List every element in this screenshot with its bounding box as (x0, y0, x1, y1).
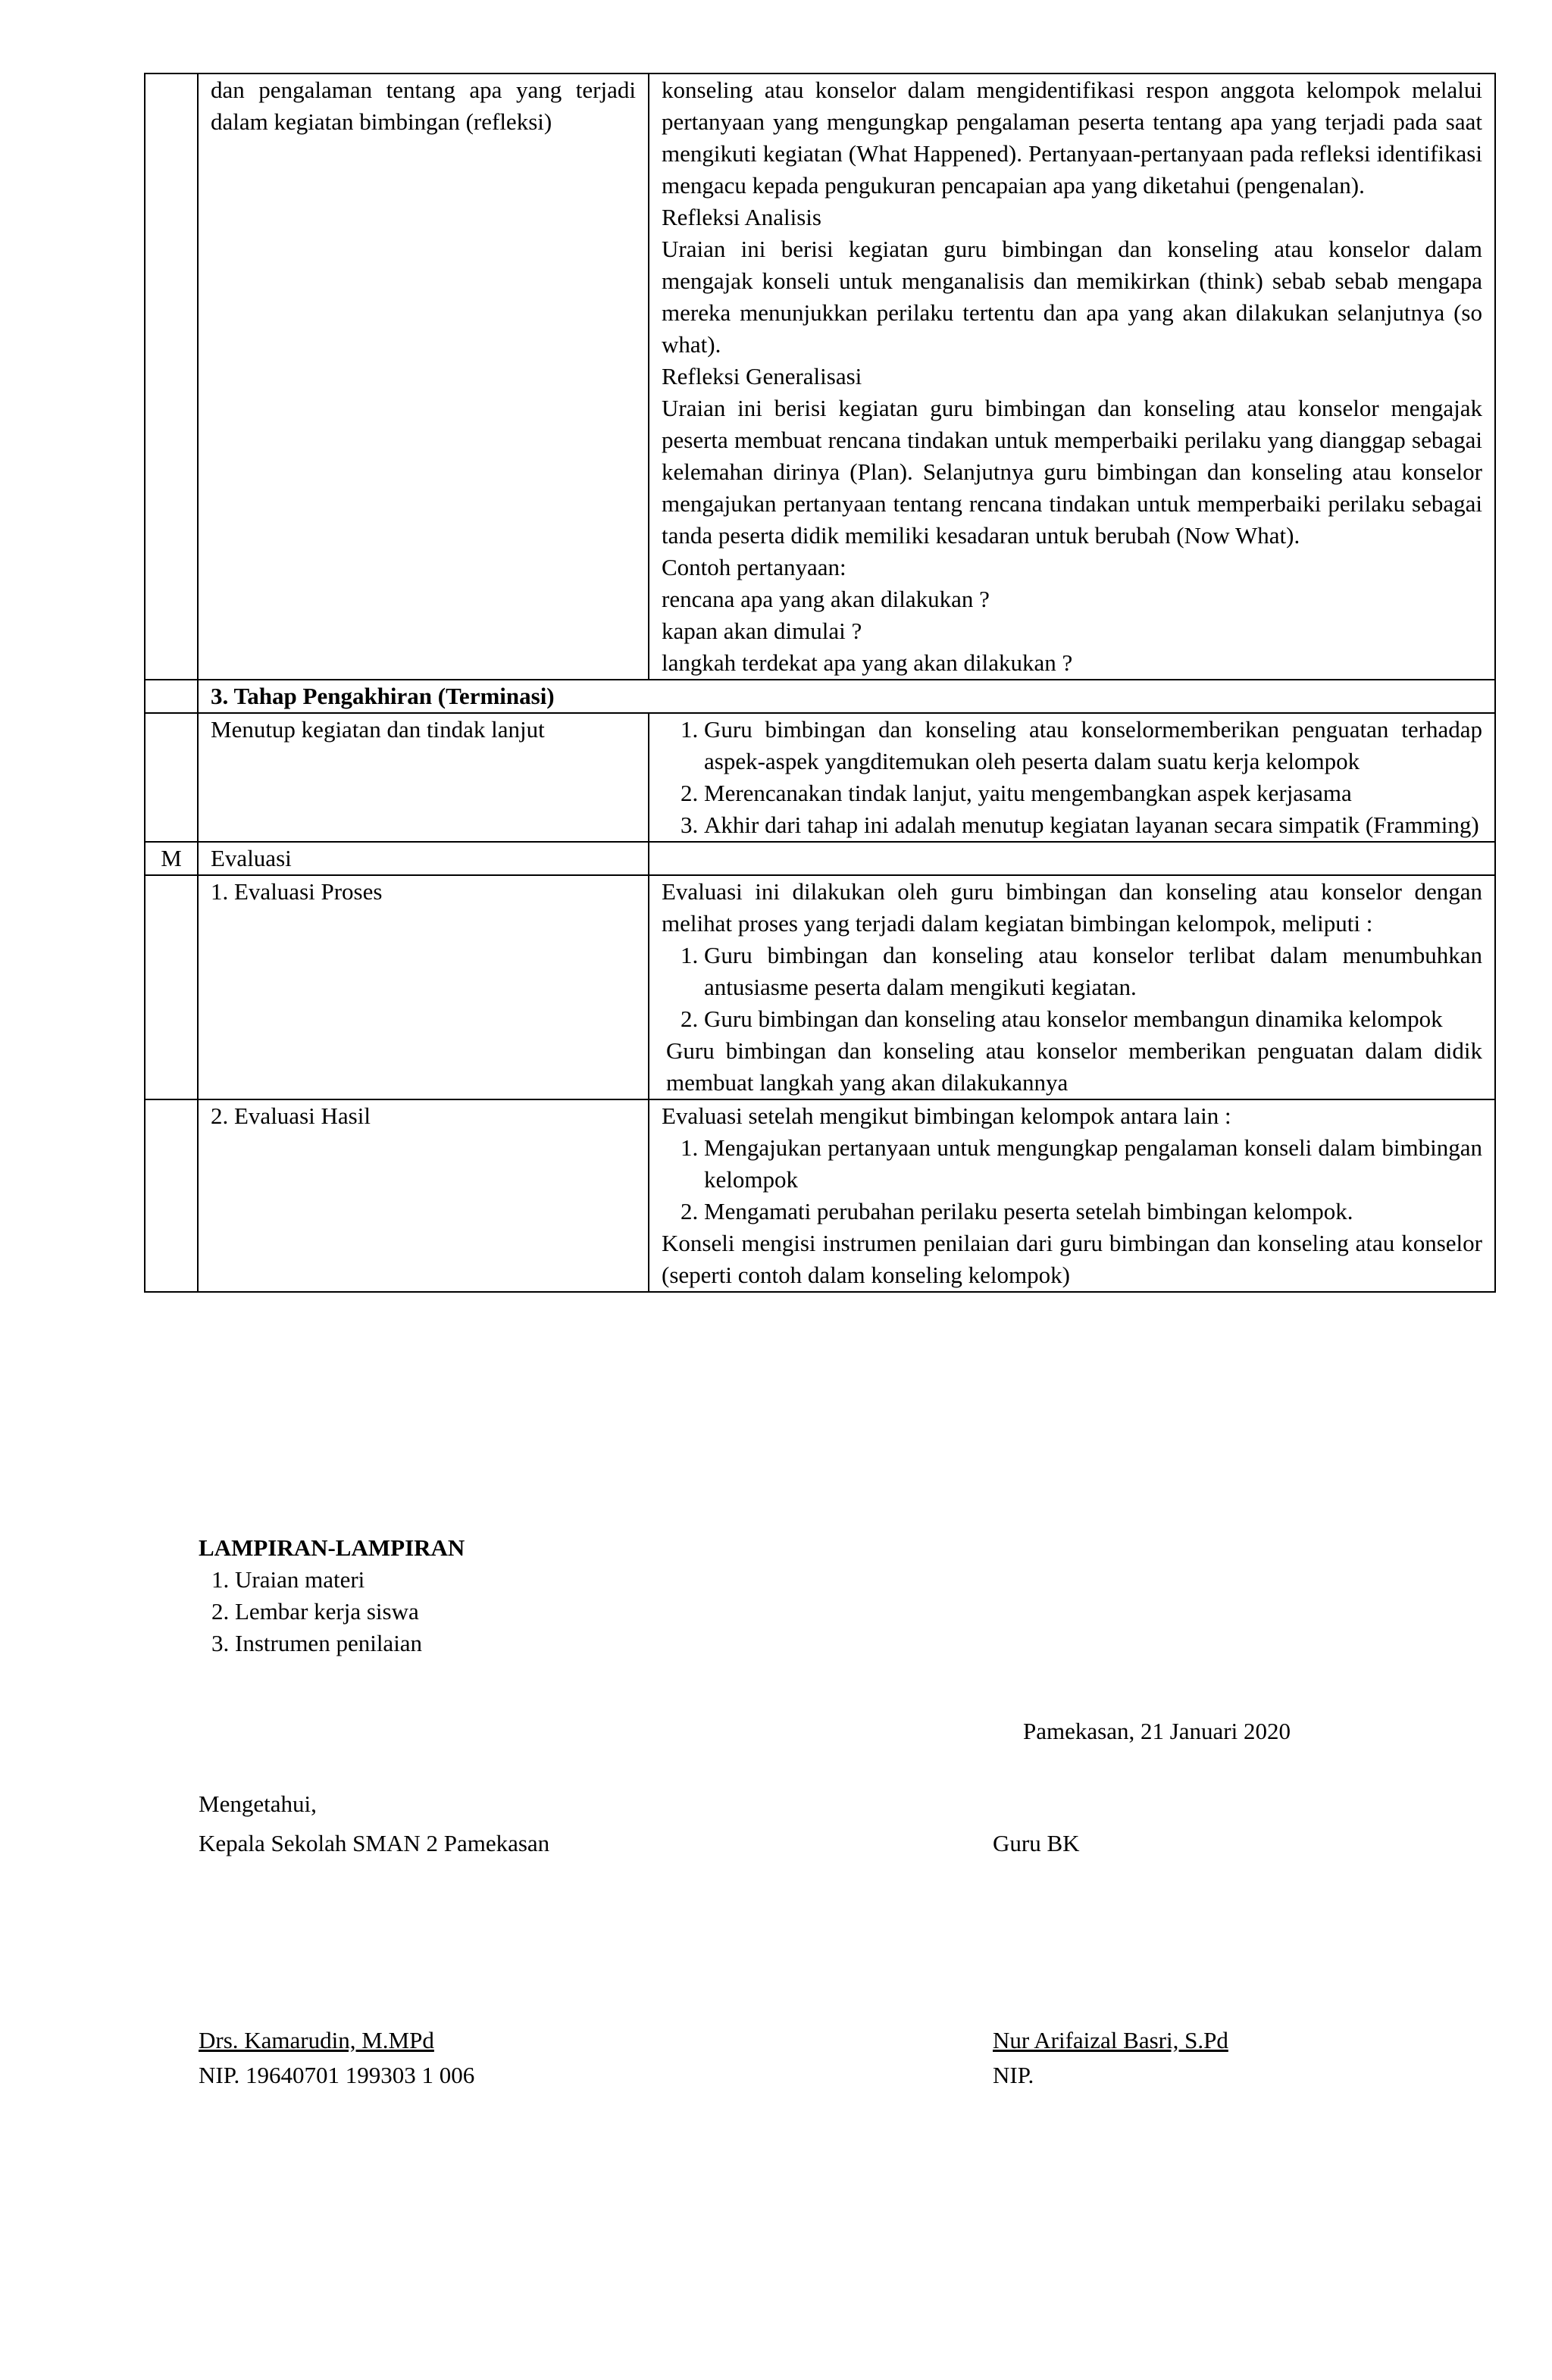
list-item: 1. Uraian materi (235, 1564, 465, 1596)
attachments-list (199, 1564, 465, 1659)
row-label: dan pengalaman tentang apa yang terjadi dalam kegiatan bimbingan (refleksi) (198, 73, 649, 680)
table-row (145, 842, 1495, 875)
teacher-title: Guru BK (993, 1830, 1080, 1856)
teacher-name: Nur Arifaizal Basri, S.Pd (993, 2027, 1228, 2053)
list-item: 3. Instrumen penilaian (235, 1628, 465, 1659)
row-letter-cell (145, 680, 198, 713)
table-row (145, 680, 1495, 713)
table-row (145, 1099, 1495, 1292)
numbered-list (662, 940, 1482, 1035)
row-letter-cell (145, 1099, 198, 1292)
principal-title: Kepala Sekolah SMAN 2 Pamekasan (199, 1830, 550, 1856)
list-item: 1. Mengajukan pertanyaan untuk mengungkap pengalaman konseli dalam bimbingan kelompok (704, 1132, 1482, 1196)
row-letter: M (145, 842, 198, 875)
subheading: Refleksi Generalisasi (662, 363, 862, 389)
row-content (649, 842, 1495, 875)
table-row (145, 73, 1495, 680)
paragraph: Evaluasi setelah mengikut bimbingan kelompok antara lain : (662, 1102, 1231, 1129)
list-item: 1. Guru bimbingan dan konseling atau konselormemberikan penguatan terhadap aspek-aspek yangditemukan oleh peserta dalam suatu kerja kelompok (704, 714, 1482, 777)
acknowledged-label: Mengetahui, (199, 1790, 317, 1817)
list-item: 2. Merencanakan tindak lanjut, yaitu mengembangkan aspek kerjasama (704, 777, 1482, 809)
stage-heading: 3. Tahap Pengakhiran (Terminasi) (198, 680, 1495, 713)
list-item: 3. Akhir dari tahap ini adalah menutup kegiatan layanan secara simpatik (Framming) (704, 809, 1482, 841)
list-item: 2. Mengamati perubahan perilaku peserta setelah bimbingan kelompok. (704, 1196, 1482, 1228)
paragraph: Contoh pertanyaan: (662, 554, 846, 580)
attachments-title: LAMPIRAN-LAMPIRAN (199, 1534, 465, 1561)
list-item: 2. Lembar kerja siswa (235, 1596, 465, 1628)
row-letter-cell (145, 73, 198, 680)
activity-table (144, 73, 1496, 1293)
row-content (649, 875, 1495, 1099)
principal-name: Drs. Kamarudin, M.MPd (199, 2027, 434, 2053)
numbered-list (662, 714, 1482, 841)
attachments-section (199, 1532, 465, 1659)
teacher-nip: NIP. (993, 2062, 1034, 2088)
paragraph: Evaluasi ini dilakukan oleh guru bimbingan dan konseling atau konselor dengan melihat proses yang terjadi dalam kegiatan bimbingan kelompok, meliputi : (662, 878, 1482, 937)
paragraph: Uraian ini berisi kegiatan guru bimbingan dan konseling atau konselor mengajak peserta membuat rencana tindakan untuk memperbaiki perilaku yang dianggap sebagai kelemahan dirinya (Plan). Selanjutnya guru bimbingan dan konseling atau konselor mengajukan pertanyaan tentang rencana tindakan untuk memperbaiki perilaku sebagai tanda peserta didik memiliki kesadaran untuk berubah (Now What). (662, 395, 1482, 549)
row-letter-cell (145, 713, 198, 842)
table-row (145, 713, 1495, 842)
row-label: Evaluasi (198, 842, 649, 875)
list-item: 1. Guru bimbingan dan konseling atau konselor terlibat dalam menumbuhkan antusiasme peserta dalam mengikuti kegiatan. (704, 940, 1482, 1003)
table-row (145, 875, 1495, 1099)
row-content (649, 73, 1495, 680)
row-label: 2. Evaluasi Hasil (198, 1099, 649, 1292)
question: kapan akan dimulai ? (662, 618, 862, 644)
paragraph: Guru bimbingan dan konseling atau konselor memberikan penguatan dalam didik membuat langkah yang akan dilakukannya (666, 1037, 1482, 1096)
row-content (649, 713, 1495, 842)
subheading: Refleksi Analisis (662, 204, 821, 230)
list-item: 2. Guru bimbingan dan konseling atau konselor membangun dinamika kelompok (704, 1003, 1482, 1035)
question: langkah terdekat apa yang akan dilakukan ? (662, 649, 1073, 676)
numbered-list (662, 1132, 1482, 1228)
row-label: 1. Evaluasi Proses (198, 875, 649, 1099)
paragraph: Konseli mengisi instrumen penilaian dari guru bimbingan dan konseling atau konselor (seperti contoh dalam konseling kelompok) (662, 1230, 1482, 1288)
question: rencana apa yang akan dilakukan ? (662, 586, 990, 612)
place-date: Pamekasan, 21 Januari 2020 (1023, 1718, 1291, 1744)
row-label: Menutup kegiatan dan tindak lanjut (198, 713, 649, 842)
paragraph: konseling atau konselor dalam mengidentifikasi respon anggota kelompok melalui pertanyaan yang mengungkap pengalaman peserta tentang apa yang terjadi pada saat mengikuti kegiatan (What Happened). Pertanyaan-pertanyaan pada refleksi identifikasi mengacu kepada pengukuran pencapaian apa yang diketahui (pengenalan). (662, 77, 1482, 199)
paragraph: Uraian ini berisi kegiatan guru bimbingan dan konseling atau konselor dalam mengajak konseli untuk menganalisis dan memikirkan (think) sebab sebab mengapa mereka menunjukkan perilaku tertentu dan apa yang akan dilakukan selanjutnya (so what). (662, 236, 1482, 358)
row-letter-cell (145, 875, 198, 1099)
row-content (649, 1099, 1495, 1292)
principal-nip: NIP. 19640701 199303 1 006 (199, 2062, 475, 2088)
